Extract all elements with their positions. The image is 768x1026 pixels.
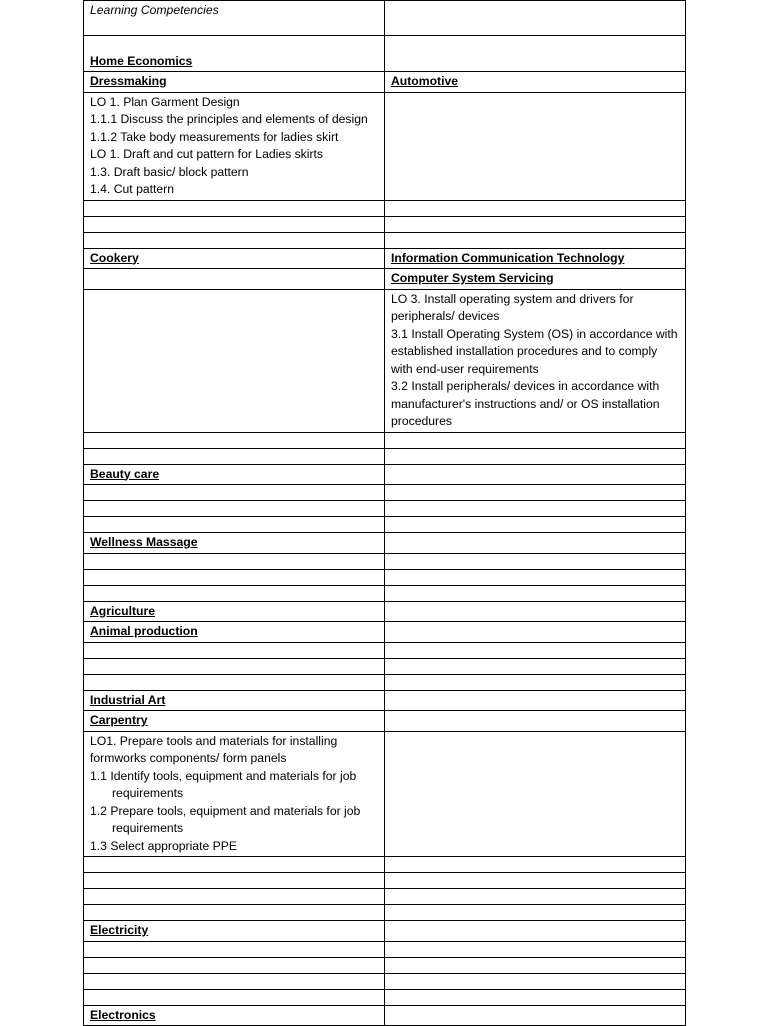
empty-cell — [385, 216, 686, 232]
list-item: 1.1.2 Take body measurements for ladies skirt — [90, 129, 339, 144]
empty-cell — [84, 642, 385, 658]
empty-cell — [84, 216, 385, 232]
table-row — [84, 232, 686, 248]
electricity-header: Electricity — [84, 921, 385, 942]
list-item: LO 1. Draft and cut pattern for Ladies skirts — [90, 147, 324, 161]
industrial-art-header: Industrial Art — [84, 690, 385, 711]
empty-cell — [385, 674, 686, 690]
empty-cell — [385, 200, 686, 216]
list-item: 1.3 Select appropriate PPE — [90, 838, 238, 853]
table-row — [84, 36, 686, 72]
table-row — [84, 658, 686, 674]
empty-cell — [385, 569, 686, 585]
table-row — [84, 72, 686, 93]
ict-header: Information Communication Technology — [385, 248, 686, 269]
empty-cell — [385, 658, 686, 674]
table-row — [84, 517, 686, 533]
table-row — [84, 432, 686, 448]
table-row — [84, 889, 686, 905]
home-economics-header: Home Economics — [90, 53, 193, 68]
empty-cell — [84, 269, 385, 290]
table-row — [84, 731, 686, 857]
table-row — [84, 200, 686, 216]
empty-cell — [385, 1005, 686, 1026]
empty-cell — [385, 36, 686, 72]
table-row — [84, 485, 686, 501]
table-row — [84, 642, 686, 658]
empty-cell — [84, 200, 385, 216]
list-item: LO 3. Install operating system and drivers for peripherals/ devices — [391, 291, 637, 323]
empty-cell — [385, 232, 686, 248]
empty-cell — [385, 941, 686, 957]
empty-cell — [84, 517, 385, 533]
empty-cell — [385, 517, 686, 533]
css-subheader: Computer System Servicing — [385, 269, 686, 290]
empty-cell — [84, 485, 385, 501]
home-economics-cell — [84, 36, 385, 72]
empty-cell — [84, 905, 385, 921]
beauty-care-header: Beauty care — [84, 464, 385, 485]
empty-cell — [84, 501, 385, 517]
wellness-massage-header: Wellness Massage — [84, 533, 385, 554]
empty-cell — [385, 533, 686, 554]
empty-cell — [84, 289, 385, 432]
empty-cell — [84, 989, 385, 1005]
empty-cell — [385, 921, 686, 942]
empty-cell — [385, 622, 686, 643]
table-row — [84, 448, 686, 464]
empty-cell — [84, 857, 385, 873]
list-item: 1.2 Prepare tools, equipment and materials for job requirements — [90, 803, 361, 835]
empty-cell — [84, 941, 385, 957]
list-item: LO 1. Plan Garment Design — [90, 94, 240, 109]
empty-cell — [84, 553, 385, 569]
empty-cell — [84, 432, 385, 448]
table-row — [84, 248, 686, 269]
empty-cell — [84, 658, 385, 674]
empty-cell — [84, 448, 385, 464]
table-row — [84, 585, 686, 601]
empty-cell — [385, 585, 686, 601]
table-row — [84, 973, 686, 989]
table-row — [84, 501, 686, 517]
table-row — [84, 601, 686, 622]
list-item: 3.1 Install Operating System (OS) in accordance with established installation procedures and to comply with end-user requirements — [391, 326, 681, 376]
agriculture-header: Agriculture — [84, 601, 385, 622]
empty-cell — [84, 957, 385, 973]
table-row — [84, 553, 686, 569]
list-item: 1.4. Cut pattern — [90, 182, 175, 196]
table-row — [84, 941, 686, 957]
carpentry-competencies — [84, 731, 385, 857]
table-row — [84, 690, 686, 711]
table-row — [84, 92, 686, 200]
empty-cell — [385, 905, 686, 921]
empty-cell — [385, 92, 686, 200]
automotive-header: Automotive — [385, 72, 686, 93]
table-row — [84, 905, 686, 921]
empty-cell — [385, 889, 686, 905]
table-row — [84, 533, 686, 554]
table-row — [84, 569, 686, 585]
cookery-header: Cookery — [84, 248, 385, 269]
list-item: 1.1.1 Discuss the principles and elements of design — [90, 112, 368, 126]
empty-cell — [385, 464, 686, 485]
table-row — [84, 622, 686, 643]
table-row — [84, 269, 686, 290]
table-row — [84, 674, 686, 690]
empty-cell — [385, 857, 686, 873]
empty-cell — [385, 448, 686, 464]
empty-cell — [385, 731, 686, 857]
empty-cell — [385, 711, 686, 732]
empty-cell — [385, 1, 686, 36]
list-item: 1.3. Draft basic/ block pattern — [90, 164, 249, 179]
list-item: 3.2 Install peripherals/ devices in accordance with manufacturer's instructions and/ or OS installation procedures — [391, 379, 663, 428]
electronics-header: Electronics — [84, 1005, 385, 1026]
empty-cell — [385, 642, 686, 658]
document-title: Learning Competencies — [84, 1, 385, 36]
competencies-table — [83, 0, 686, 1026]
empty-cell — [385, 873, 686, 889]
carpentry-header: Carpentry — [84, 711, 385, 732]
empty-cell — [84, 674, 385, 690]
empty-cell — [385, 690, 686, 711]
empty-cell — [385, 973, 686, 989]
dressmaking-competencies — [84, 92, 385, 200]
empty-cell — [385, 485, 686, 501]
empty-cell — [84, 232, 385, 248]
empty-cell — [385, 989, 686, 1005]
empty-cell — [84, 569, 385, 585]
table-row — [84, 1, 686, 36]
table-row — [84, 711, 686, 732]
table-row — [84, 989, 686, 1005]
table-row — [84, 1005, 686, 1026]
table-row — [84, 873, 686, 889]
empty-cell — [385, 501, 686, 517]
table-row — [84, 216, 686, 232]
empty-cell — [385, 553, 686, 569]
empty-cell — [385, 601, 686, 622]
empty-cell — [84, 889, 385, 905]
table-row — [84, 857, 686, 873]
table-row — [84, 464, 686, 485]
table-row — [84, 289, 686, 432]
table-row — [84, 921, 686, 942]
empty-cell — [84, 585, 385, 601]
list-item: 1.1 Identify tools, equipment and materials for job requirements — [90, 768, 357, 800]
dressmaking-header: Dressmaking — [84, 72, 385, 93]
ict-competencies — [385, 289, 686, 432]
empty-cell — [84, 973, 385, 989]
animal-production-header: Animal production — [84, 622, 385, 643]
empty-cell — [84, 873, 385, 889]
list-item: LO1. Prepare tools and materials for installing formworks components/ form panels — [90, 733, 341, 765]
empty-cell — [385, 957, 686, 973]
table-row — [84, 957, 686, 973]
empty-cell — [385, 432, 686, 448]
